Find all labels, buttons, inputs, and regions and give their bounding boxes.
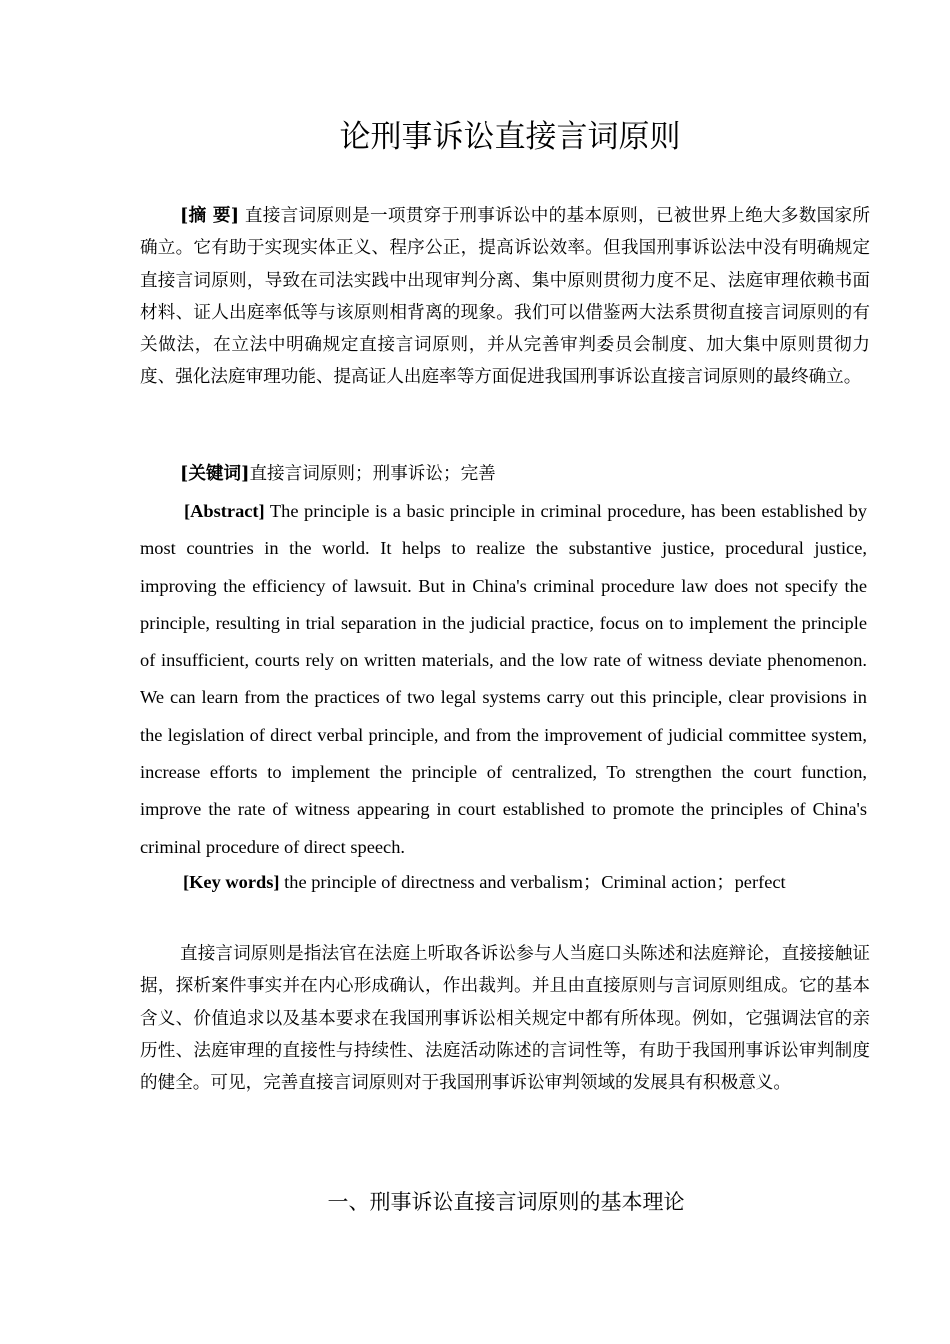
english-keywords	[183, 866, 786, 898]
abstract-label-en: [Abstract]	[184, 501, 265, 521]
abstract-text-en: The principle is a basic principle in criminal procedure, has been established by most countries in the world. It helps to realize the substantive justice, procedural justice, improving the efficiency of lawsuit. But in China's criminal procedure law does not specify the principle, resulting in trial separation in the judicial practice, focus on to implement the principle of insufficient, courts rely on written materials, and the low rate of witness deviate phenomenon. We can learn from the practices of two legal systems carry out this principle, clear provisions in the legislation of direct verbal principle, and from the improvement of judicial committee system, increase efforts to implement the principle of centralized, To strengthen the court function, improve the rate of witness appearing in court established to promote the principles of China's criminal procedure of direct speech.	[140, 501, 867, 857]
english-abstract	[140, 493, 867, 866]
intro-paragraph: 直接言词原则是指法官在法庭上听取各诉讼参与人当庭口头陈述和法庭辩论，直接接触证据，探析案件事实并在内心形成确认，作出裁判。并且由直接原则与言词原则组成。它的基本含义、价值追求以及基本要求在我国刑事诉讼相关规定中都有所体现。例如，它强调法官的亲历性、法庭审理的直接性与持续性、法庭活动陈述的言词性等，有助于我国刑事诉讼审判制度的健全。可见，完善直接言词原则对于我国刑事诉讼审判领域的发展具有积极意义。	[140, 944, 870, 1094]
chinese-abstract	[140, 200, 870, 394]
keywords-text-en: the principle of directness and verbalism；Criminal action；perfect	[279, 872, 786, 892]
keywords-label-cn: [关键词]	[180, 463, 250, 484]
document-title: 论刑事诉讼直接言词原则	[339, 119, 681, 155]
keywords-text-cn: 直接言词原则；刑事诉讼；完善	[249, 464, 496, 484]
abstract-text-cn: 直接言词原则是一项贯穿于刑事诉讼中的基本原则，已被世界上绝大多数国家所确立。它有助于实现实体正义、程序公正，提高诉讼效率。但我国刑事诉讼法中没有明确规定直接言词原则，导致在司法实践中出现审判分离、集中原则贯彻力度不足、法庭审理依赖书面材料、证人出庭率低等与该原则相背离的现象。我们可以借鉴两大法系贯彻直接言词原则的有关做法，在立法中明确规定直接言词原则，并从完善审判委员会制度、加大集中原则贯彻力度、强化法庭审理功能、提高证人出庭率等方面促进我国刑事诉讼直接言词原则的最终确立。	[140, 206, 870, 388]
keywords-label-en: [Key words]	[183, 872, 280, 892]
abstract-label-cn: [摘 要]	[180, 205, 240, 226]
section-heading: 一、刑事诉讼直接言词原则的基本理论	[327, 1190, 685, 1214]
chinese-keywords	[180, 458, 496, 490]
